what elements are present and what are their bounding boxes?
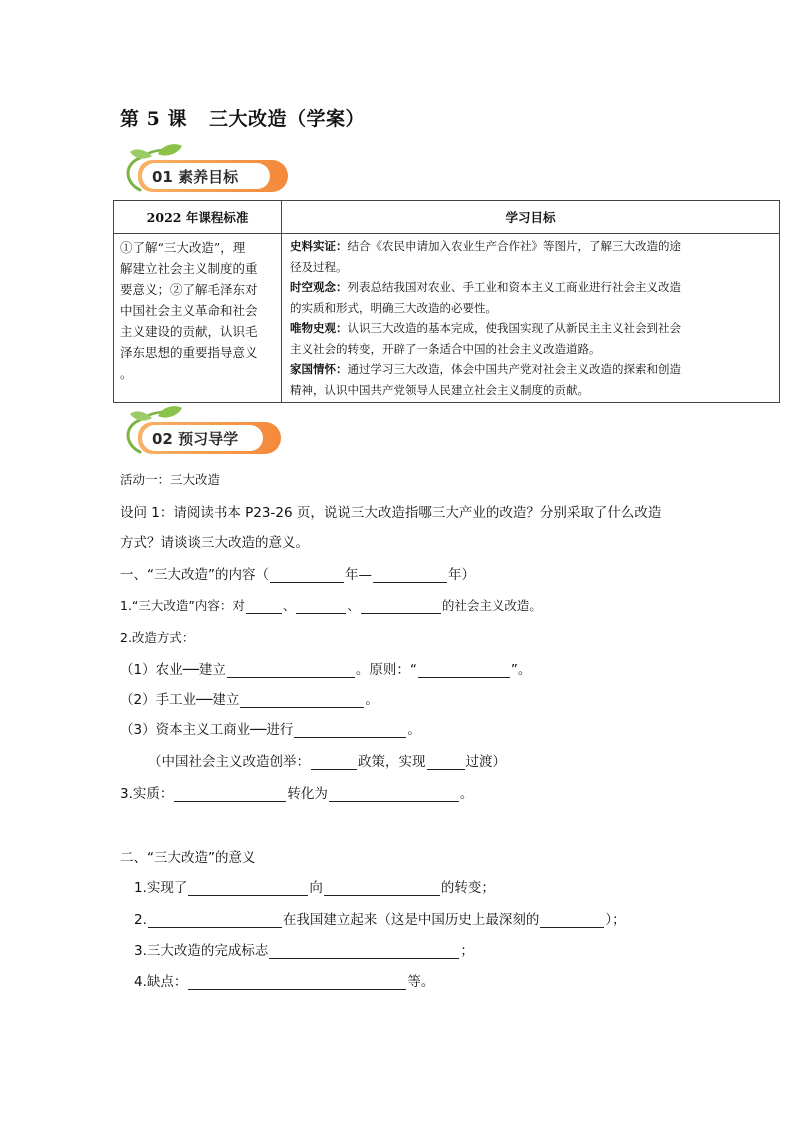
objective-line: 主义社会的转变，开辟了一条适合中国的社会主义改造道路。	[290, 341, 601, 356]
blank-field[interactable]	[427, 755, 465, 770]
section-pill	[138, 160, 288, 192]
blank-field[interactable]	[418, 663, 510, 678]
header-standard: 2022 年课程标准	[114, 201, 282, 234]
activity-heading: 活动一：三大改造	[120, 472, 221, 487]
blank-field[interactable]	[188, 975, 406, 990]
part2-heading: 二、“三大改造”的意义	[120, 850, 256, 866]
lesson-name: 三大改造（学案）	[208, 108, 365, 130]
blank-field[interactable]	[240, 693, 364, 708]
part1-heading: 一、“三大改造”的内容（ 年— 年）	[120, 567, 475, 583]
method-capitalist: （3）资本主义工商业──进行 。	[120, 722, 421, 738]
method-handicraft: （2）手工业──建立 。	[120, 692, 379, 708]
standard-line: 泽东思想的重要指导意义	[120, 345, 258, 360]
question-line-2: 方式？请谈谈三大改造的意义。	[120, 535, 309, 551]
blank-field[interactable]	[174, 787, 286, 802]
standard-line: 主义建设的贡献，认识毛	[120, 324, 258, 339]
blank-field[interactable]	[188, 881, 308, 896]
significance-4: 4.缺点： 等。	[134, 974, 435, 990]
objectives-cell	[282, 234, 780, 403]
blank-field[interactable]	[148, 913, 282, 928]
significance-1: 1.实现了 向 的转变；	[134, 880, 495, 896]
question-line-1: 设问 1：请阅读书本 P23-26 页，说说三大改造指哪三大产业的改造？分别采取了什么改造	[120, 505, 662, 521]
blank-field[interactable]	[373, 568, 447, 583]
blank-field[interactable]	[311, 755, 357, 770]
objective-line: 家国情怀：通过学习三大改造，体会中国共产党对社会主义改造的探索和创造	[290, 362, 681, 376]
blank-field[interactable]	[329, 787, 459, 802]
standard-line: 解建立社会主义制度的重	[120, 261, 258, 276]
objective-line: 唯物史观：认识三大改造的基本完成，使我国实现了从新民主主义社会到社会	[290, 321, 681, 335]
standard-line: 要意义；②了解毛泽东对	[120, 282, 258, 297]
header-objectives: 学习目标	[282, 201, 780, 234]
standard-line: 。	[120, 366, 133, 381]
blank-field[interactable]	[324, 881, 440, 896]
blank-field[interactable]	[294, 723, 406, 738]
section-badge-preview	[118, 404, 283, 456]
section-pill	[138, 422, 281, 454]
standard-cell	[114, 234, 282, 403]
goals-table	[113, 200, 780, 403]
objective-line: 的实质和形式，明确三大改造的必要性。	[290, 300, 497, 315]
section-label: 01 素养目标	[152, 168, 239, 186]
blank-field[interactable]	[540, 913, 604, 928]
blank-field[interactable]	[361, 599, 441, 614]
blank-field[interactable]	[227, 663, 355, 678]
blank-field[interactable]	[296, 599, 346, 614]
item-methods: 2.改造方式：	[120, 630, 195, 645]
standard-line: ①了解“三大改造”，理	[120, 240, 246, 255]
standard-line: 中国社会主义革命和社会	[120, 303, 258, 318]
item-essence: 3.实质： 转化为 。	[120, 786, 474, 802]
method-agriculture: （1）农业──建立 。原则：“ ”。	[120, 662, 532, 678]
page-title	[120, 104, 365, 131]
lesson-number: 第 5 课	[120, 108, 187, 130]
innovation-note: （中国社会主义改造创举： 政策，实现 过渡）	[148, 754, 506, 770]
blank-field[interactable]	[270, 568, 344, 583]
objective-line: 精神，认识中国共产党领导人民建立社会主义制度的贡献。	[290, 382, 589, 397]
blank-field[interactable]	[246, 599, 282, 614]
section-badge-goals	[118, 142, 290, 194]
significance-2: 2. 在我国建立起来（这是中国历史上最深刻的 ）；	[134, 912, 626, 928]
blank-field[interactable]	[269, 944, 459, 959]
item-content: 1.“三大改造”内容：对 、 、 的社会主义改造。	[120, 598, 542, 613]
objective-line: 时空观念：列表总结我国对农业、手工业和资本主义工商业进行社会主义改造	[290, 280, 681, 294]
objective-line: 径及过程。	[290, 259, 348, 274]
significance-3: 3.三大改造的完成标志 ；	[134, 943, 474, 959]
objective-line: 史料实证：结合《农民申请加入农业生产合作社》等图片，了解三大改造的途	[290, 239, 681, 253]
section-label: 02 预习导学	[152, 430, 239, 448]
